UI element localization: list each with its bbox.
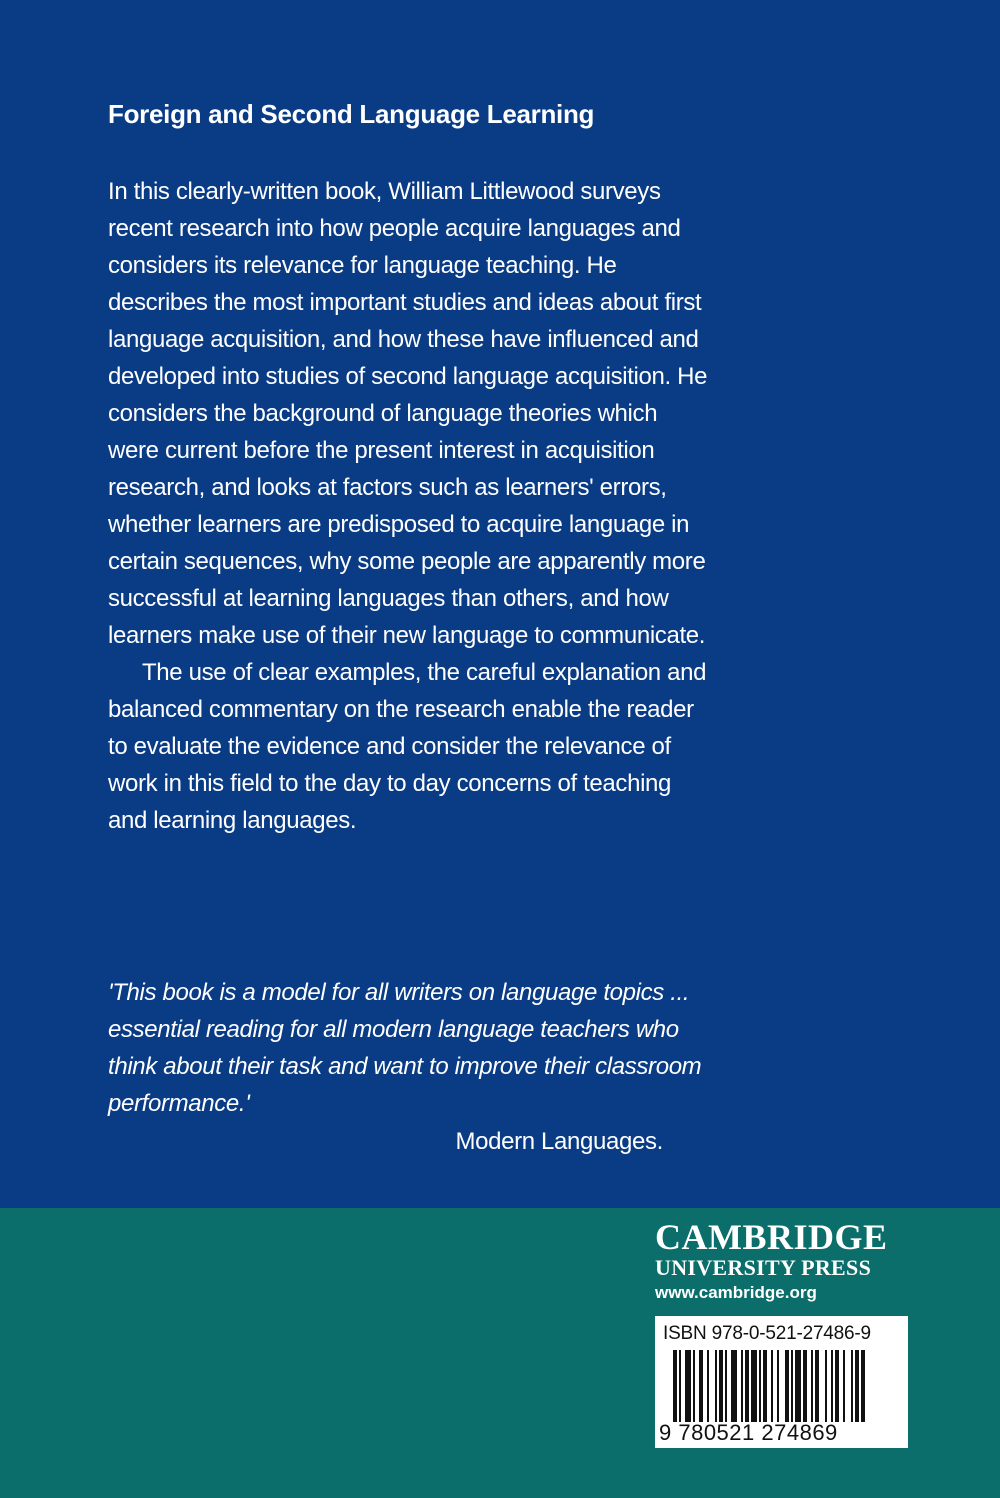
barcode-bar [815, 1350, 819, 1422]
barcode-bar [685, 1350, 691, 1422]
barcode-bar [835, 1350, 839, 1422]
barcode-bar [831, 1350, 833, 1422]
barcode-bar [843, 1350, 845, 1422]
barcode-bar [693, 1350, 695, 1422]
barcode-bar [803, 1350, 807, 1422]
barcode-digits: 9 780521 274869 [659, 1420, 838, 1445]
barcode-bar [795, 1350, 801, 1422]
barcode-bar [811, 1350, 813, 1422]
barcode-bar [759, 1350, 761, 1422]
review-source: Modern Languages. [455, 1128, 663, 1155]
barcode-bar [745, 1350, 749, 1422]
barcode-bar [763, 1350, 767, 1422]
isbn-barcode [655, 1316, 908, 1448]
barcode-bars [673, 1350, 895, 1422]
publisher-logo [655, 1218, 915, 1306]
description-paragraph-2: The use of clear examples, the careful explanation and balanced commentary on the research enable the reader to evaluate the evidence and consider the relevance of work in this field to the day to day concerns of teaching and learning languages. [108, 659, 707, 834]
review-quote: 'This book is a model for all writers on language topics ... essential reading for all modern language teachers who think about their task and want to improve their classroom performance.' [108, 979, 702, 1117]
barcode-bar [673, 1350, 677, 1422]
isbn-label: ISBN 978-0-521-27486-9 [663, 1323, 871, 1344]
description-paragraph-1: In this clearly-written book, William Littlewood surveys recent research into how people acquire languages and considers its relevance for language teaching. He describes the most important studies and ideas about first language acquisition, and how these have influenced and developed into studies of second language acquisition. He considers the background of language theories which were current before the present interest in acquisition research, and looks at factors such as learners' errors, whether learners are predisposed to acquire language in certain sequences, why some people are apparently more successful at learning languages than others, and how learners make use of their new language to communicate. [108, 178, 708, 649]
barcode-bar [777, 1350, 779, 1422]
barcode-bar [825, 1350, 827, 1422]
book-title: Foreign and Second Language Learning [108, 99, 595, 129]
barcode-bar [751, 1350, 757, 1422]
barcode-bar [741, 1350, 743, 1422]
book-description [108, 173, 708, 839]
barcode-bar [851, 1350, 853, 1422]
publisher-name: CAMBRIDGE [655, 1217, 888, 1257]
barcode-bar [861, 1350, 865, 1422]
barcode-bar [855, 1350, 859, 1422]
barcode-bar [725, 1350, 727, 1422]
publisher-subtitle: UNIVERSITY PRESS [655, 1255, 872, 1280]
barcode-bar [771, 1350, 773, 1422]
barcode-bar [707, 1350, 709, 1422]
barcode-bar [679, 1350, 681, 1422]
barcode-bar [785, 1350, 789, 1422]
publisher-url: www.cambridge.org [655, 1283, 817, 1302]
barcode-bar [715, 1350, 717, 1422]
barcode-bar [731, 1350, 737, 1422]
barcode-bar [791, 1350, 793, 1422]
barcode-bar [719, 1350, 723, 1422]
barcode-bar [699, 1350, 703, 1422]
